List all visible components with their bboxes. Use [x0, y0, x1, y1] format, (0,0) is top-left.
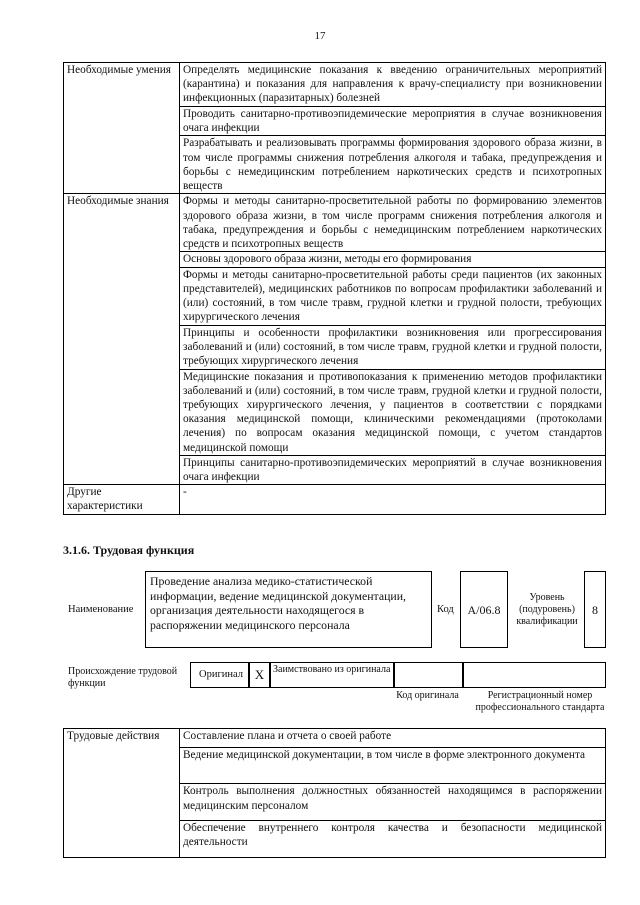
other-item: - — [180, 485, 606, 514]
skills-knowledge-table — [63, 62, 606, 515]
code-original-caption: Код оригинала — [396, 690, 459, 701]
skill-item: Проводить санитарно-противоэпидемические мероприятия в случае возникновения очага инфекции — [180, 107, 606, 136]
origin-label: Происхождение трудовой функции — [68, 666, 178, 689]
skill-item: Определять медицинские показания к введению ограничительных мероприятий (карантина) и показания для направления к врачу-специалисту при возникновении инфекционных (паразитарных) болезней — [180, 63, 606, 107]
section-heading: 3.1.6. Трудовая функция — [63, 543, 195, 557]
code-box — [460, 571, 508, 648]
original-mark-cell — [248, 662, 271, 688]
knowledge-item: Основы здорового образа жизни, методы его формирования — [180, 252, 606, 267]
row-label-other: Другие характеристики — [64, 485, 180, 514]
origin-row — [190, 662, 604, 686]
row-label-actions: Трудовые действия — [64, 729, 180, 858]
code-original-cell — [393, 662, 464, 688]
code-value: A/06.8 — [467, 603, 501, 617]
knowledge-item: Принципы и особенности профилактики возникновения или прогрессирования заболеваний и (или) состояний, в том числе травм, грудной клетки и грудной полости, требующих хирургического лечения — [180, 325, 606, 369]
labor-actions-table — [63, 728, 606, 858]
level-box — [584, 571, 606, 648]
knowledge-item: Формы и методы санитарно-просветительной работы по формированию элементов здорового образа жизни, в том числе программ снижения потребления алкоголя и табака, предупреждения и борьбы с немедицинским потреблением наркотических средств и психотропных веществ — [180, 194, 606, 252]
reg-number-cell — [462, 662, 606, 688]
row-label-knowledge: Необходимые знания — [64, 194, 180, 485]
original-label: Оригинал — [199, 669, 243, 680]
action-item: Ведение медицинской документации, в том числе в форме электронного документа — [180, 748, 606, 784]
borrowed-label: Заимствовано из оригинала — [273, 664, 391, 675]
knowledge-item: Медицинские показания и противопоказания к применению методов профилактики заболеваний и (или) состояний, в том числе травм, грудной клетки и грудной полости, требующих хирургического лечения, у пациентов в соответствии с порядками оказания медицинской помощи, клиническими рекомендациями (протоколами лечения) по вопросам оказания медицинской помощи, с учетом стандартов медицинской помощи — [180, 369, 606, 455]
reg-number-caption: Регистрационный номер профессионального стандарта — [475, 690, 605, 713]
name-label: Наименование — [68, 604, 134, 615]
original-cell — [190, 662, 250, 688]
action-item: Контроль выполнения должностных обязанностей находящимся в распоряжении медицинским персоналом — [180, 784, 606, 821]
knowledge-item: Принципы санитарно-противоэпидемических мероприятий в случае возникновения очага инфекции — [180, 455, 606, 484]
row-label-skills: Необходимые умения — [64, 63, 180, 194]
knowledge-item: Формы и методы санитарно-просветительной работы среди пациентов (их законных представителей), медицинских работников по вопросам профилактики заболеваний и (или) состояний, в том числе травм, грудной клетки и грудной полости, требующих хирургического лечения — [180, 267, 606, 325]
page-number: 17 — [314, 30, 326, 42]
skill-item: Разрабатывать и реализовывать программы формирования здорового образа жизни, в том числе программы снижения потребления алкоголя и табака, предупреждения и борьбы с немедицинским потреблением наркотических средств и психотропных веществ — [180, 136, 606, 194]
function-name-value: Проведение анализа медико-статистической информации, ведение медицинской документации, организация деятельности находящегося в распоряжении медицинского персонала — [150, 574, 406, 632]
action-item: Обеспечение внутреннего контроля качества и безопасности медицинской деятельности — [180, 821, 606, 858]
original-mark: X — [254, 667, 265, 682]
action-item: Составление плана и отчета о своей работе — [180, 729, 606, 748]
function-name-box — [145, 571, 432, 648]
level-label: Уровень (подуровень) квалификации — [516, 592, 578, 627]
code-label: Код — [437, 604, 454, 615]
level-value: 8 — [592, 603, 598, 617]
borrowed-cell — [269, 662, 395, 688]
